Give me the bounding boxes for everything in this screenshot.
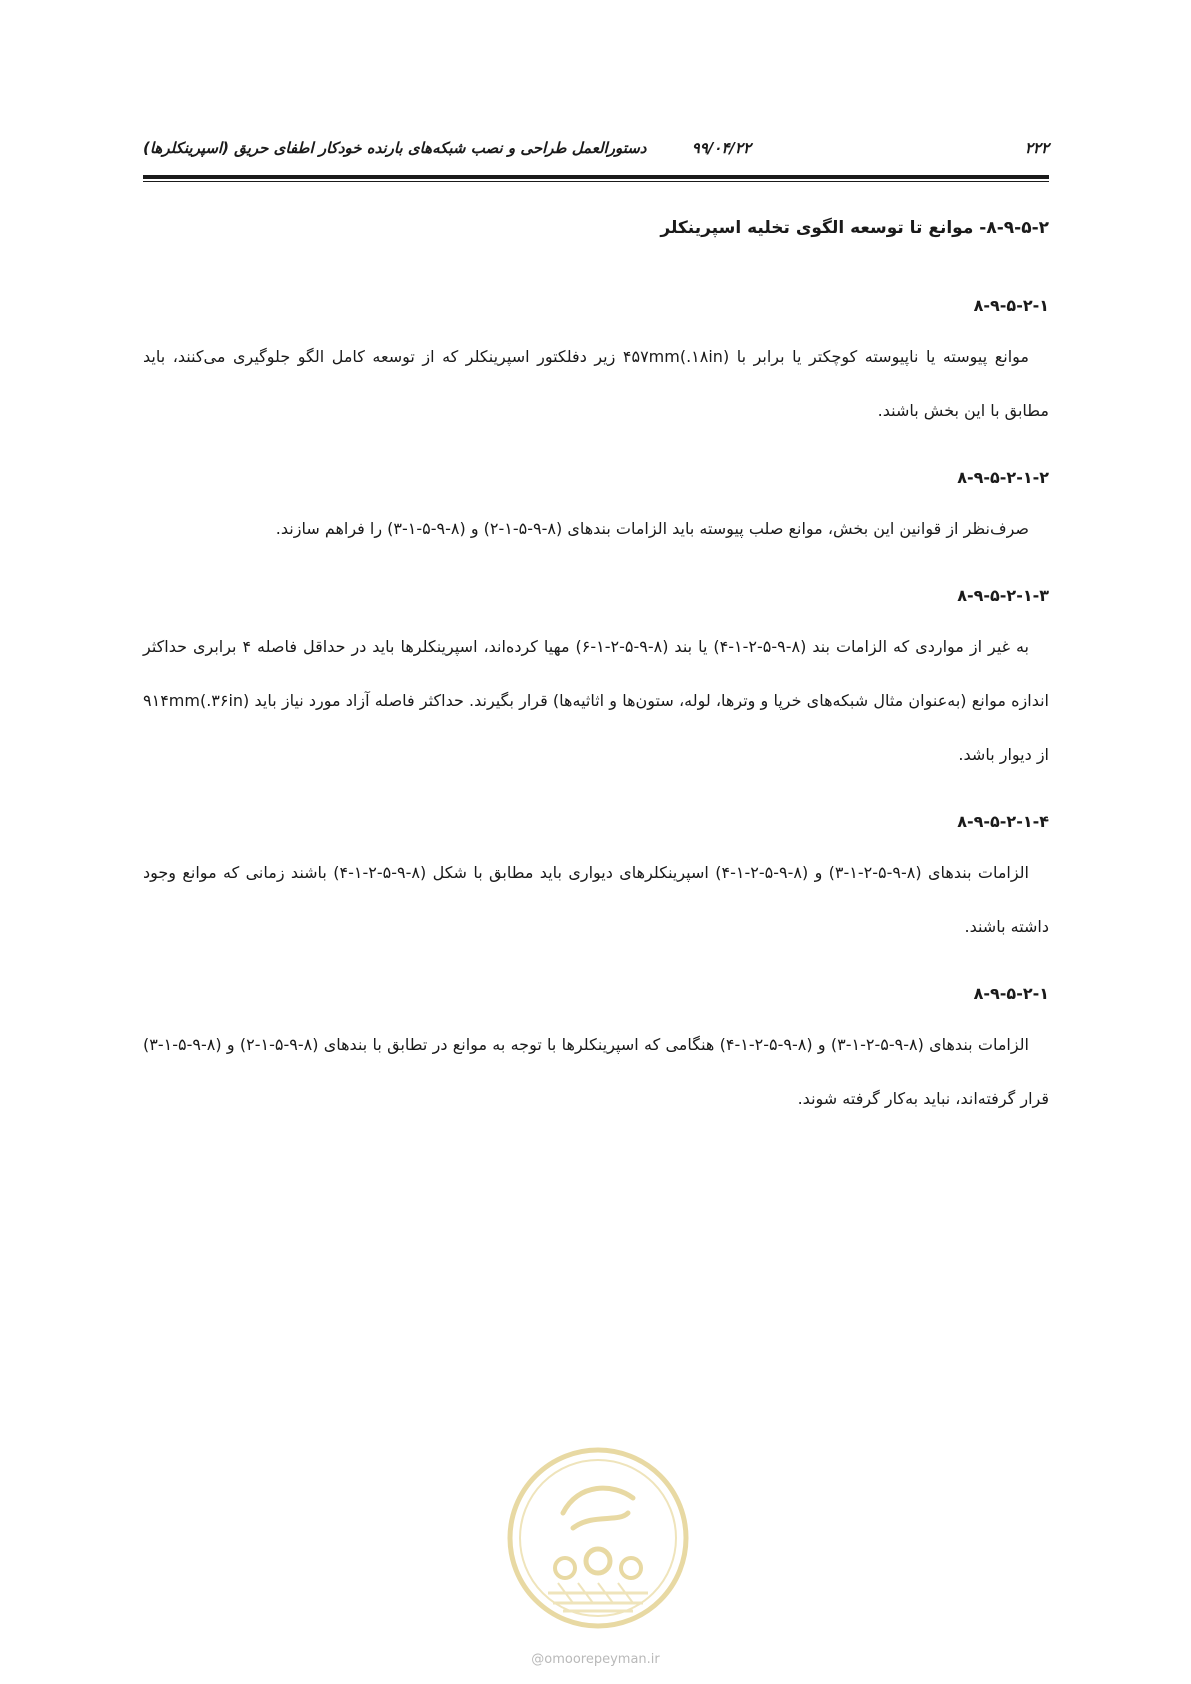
header-date: ۹۹/۰۴/۲۲	[691, 139, 751, 157]
page-header	[143, 133, 1049, 163]
main-content	[143, 208, 1049, 1152]
stamp-seal-icon	[503, 1443, 693, 1633]
document-title: دستورالعمل طراحی و نصب شبکه‌های بارنده خودکار اطفای حریق (اسپرینکلرها)	[143, 139, 647, 157]
section-title: ۸-۹-۵-۲- موانع تا توسعه الگوی تخلیه اسپرینکلر	[660, 218, 1049, 238]
clause-number: ۸-۹-۵-۲-۱-۲	[957, 468, 1049, 487]
clause-number: ۸-۹-۵-۲-۱-۳	[957, 586, 1049, 605]
website-watermark	[0, 1652, 1191, 1667]
at-icon: @	[531, 1652, 545, 1667]
clause-text: به غیر از مواردی که الزامات بند (۸-۹-۵-۲-۱-۴) یا بند (۸-۹-۵-۲-۱-۶) مهیا کرده‌اند، اسپرینکلرها باید در حداقل فاصله ۴ برابری حداکثر اندازه موانع (به‌عنوان مثال شبکه‌های خرپا و وترها، لوله، ستون‌ها و اثاثیه‌ها) قرار بگیرند. حداکثر فاصله آزاد مورد نیاز باید ۹۱۴mm(.۳۶in) از دیوار باشد.	[143, 637, 1049, 764]
clause-number: ۸-۹-۵-۲-۱-۴	[957, 812, 1049, 831]
header-rule-thin	[143, 181, 1049, 182]
clause-number: ۸-۹-۵-۲-۱	[973, 984, 1049, 1003]
company-stamp-logo	[503, 1443, 693, 1633]
page-number: ۲۲۲	[1024, 139, 1049, 157]
clause-text: صرف‌نظر از قوانین این بخش، موانع صلب پیوسته باید الزامات بندهای (۸-۹-۵-۱-۲) و (۸-۹-۵-۱-۳) را فراهم سازند.	[275, 519, 1029, 538]
website-text: omoorepeyman.ir	[544, 1652, 660, 1667]
clause-number: ۸-۹-۵-۲-۱	[973, 296, 1049, 315]
clause-text: الزامات بندهای (۸-۹-۵-۲-۱-۳) و (۸-۹-۵-۲-۱-۴) هنگامی که اسپرینکلرها با توجه به موانع در تطابق با بندهای (۸-۹-۵-۱-۲) و (۸-۹-۵-۱-۳) قرار گرفته‌اند، نباید به‌کار گرفته شوند.	[143, 1035, 1049, 1108]
clause-text: موانع پیوسته یا ناپیوسته کوچکتر یا برابر با ۴۵۷mm(.۱۸in) زیر دفلکتور اسپرینکلر که از توسعه کامل الگو جلوگیری می‌کنند، باید مطابق با این بخش باشند.	[143, 347, 1049, 420]
header-rule-thick	[143, 175, 1049, 179]
clause-text: الزامات بندهای (۸-۹-۵-۲-۱-۳) و (۸-۹-۵-۲-۱-۴) اسپرینکلرهای دیواری باید مطابق با شکل (۸-۹-۵-۲-۱-۴) باشند زمانی که موانع وجود داشته باشند.	[143, 863, 1049, 936]
